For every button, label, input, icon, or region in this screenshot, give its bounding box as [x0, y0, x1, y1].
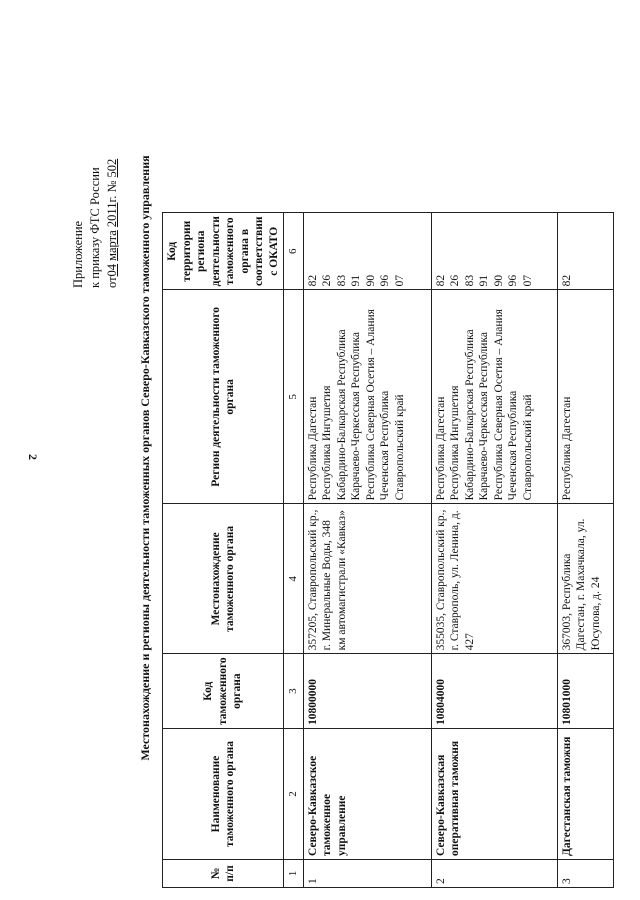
region-item: Республика Дагестан [560, 396, 573, 501]
region-item: Чеченская Республика [507, 390, 519, 501]
region-item: Ставропольский край [521, 394, 534, 501]
region-list [303, 290, 431, 504]
date-day: 04 [105, 263, 119, 277]
table-row [303, 213, 431, 888]
header-region: Регион деятельности таможенного органа [163, 290, 284, 504]
header-row [163, 213, 284, 888]
okato-code: 26 [449, 274, 461, 287]
document-heading: Местонахождение и регионы деятельности таможенных органов Северо-Кавказского таможенного управления [138, 155, 152, 761]
okato-code: 90 [364, 274, 377, 287]
customs-code: 10804000 [431, 654, 557, 729]
customs-name: Северо-Кавказская оперативная таможня [431, 729, 557, 860]
customs-address: 367003, Республика Дагестан, г. Махачкала, ул. Юсупова, д. 24 [557, 504, 613, 654]
okato-code: 96 [379, 274, 391, 287]
customs-table [162, 212, 614, 888]
order-label: № [105, 180, 119, 193]
okato-code: 83 [463, 274, 476, 287]
region-item: Республика Дагестан [306, 396, 319, 501]
okato-code: 82 [306, 274, 319, 287]
appendix-title: Приложение [71, 220, 85, 288]
okato-code: 82 [434, 274, 447, 287]
region-item: Республика Северная Осетия – Алания [492, 309, 505, 501]
okato-code: 96 [507, 274, 519, 287]
region-item: Кабардино-Балкарская Республика [335, 329, 348, 501]
region-item: Республика Ингушетия [449, 385, 461, 501]
header-okato: Код территории региона деятельности таможенного органа в соответствии с ОКАТО [163, 213, 284, 290]
col-number: 1 [284, 860, 304, 888]
row-number: 1 [303, 860, 431, 888]
region-item: Республика Северная Осетия – Алания [364, 309, 377, 501]
region-item: Республика Ингушетия [321, 385, 333, 501]
order-number: 502 [105, 158, 119, 178]
customs-code: 10801000 [557, 654, 613, 729]
col-number: 4 [284, 504, 304, 654]
customs-name: Северо-Кавказское таможенное управление [303, 729, 431, 860]
date-year: 2011 [105, 202, 119, 228]
region-item: Чеченская Республика [379, 390, 391, 501]
okato-list [557, 213, 613, 290]
date-suffix: г. [105, 195, 119, 203]
row-number: 2 [431, 860, 557, 888]
row-number: 3 [557, 860, 613, 888]
okato-code: 90 [492, 274, 505, 287]
date-month: марта [105, 230, 119, 261]
column-number-row [284, 213, 304, 888]
region-list [557, 290, 613, 504]
header-address: Местонахождение таможенного органа [163, 504, 284, 654]
okato-code: 83 [335, 274, 348, 287]
appendix-block [70, 28, 121, 288]
customs-name: Дагестанская таможня [557, 729, 613, 860]
customs-address: 355035, Ставропольский кр., г. Ставрополь, ул. Ленина, д. 427 [431, 504, 557, 654]
col-number: 5 [284, 290, 304, 504]
region-item: Карачаево-Черкесская Республика [478, 332, 490, 501]
okato-code: 07 [521, 274, 534, 287]
region-item: Карачаево-Черкесская Республика [350, 332, 362, 501]
region-item: Ставропольский край [393, 394, 406, 501]
page-number: 2 [26, 454, 40, 460]
customs-address: 357205, Ставропольский кр., г. Минеральные Воды, 348 км автомагистрали «Кавказ» [303, 504, 431, 654]
appendix-order-line: к приказу ФТС России [88, 167, 102, 288]
region-item: Республика Дагестан [434, 396, 447, 501]
okato-list [431, 213, 557, 290]
col-number: 6 [284, 213, 304, 290]
rotated-page-content [62, 28, 622, 888]
header-code: Код таможенного органа [163, 654, 284, 729]
okato-code: 91 [350, 274, 362, 287]
header-num: № п/п [163, 860, 284, 888]
appendix-date-line [104, 28, 121, 288]
col-number: 3 [284, 654, 304, 729]
col-number: 2 [284, 729, 304, 860]
okato-code: 82 [560, 274, 573, 287]
okato-list [303, 213, 431, 290]
header-name: Наименование таможенного органа [163, 729, 284, 860]
date-prefix: от [105, 276, 119, 288]
okato-code: 26 [321, 274, 333, 287]
okato-code: 91 [478, 274, 490, 287]
region-list [431, 290, 557, 504]
table-row [557, 213, 613, 888]
region-item: Кабардино-Балкарская Республика [463, 329, 476, 501]
customs-code: 10800000 [303, 654, 431, 729]
okato-code: 07 [393, 274, 406, 287]
table-row [431, 213, 557, 888]
